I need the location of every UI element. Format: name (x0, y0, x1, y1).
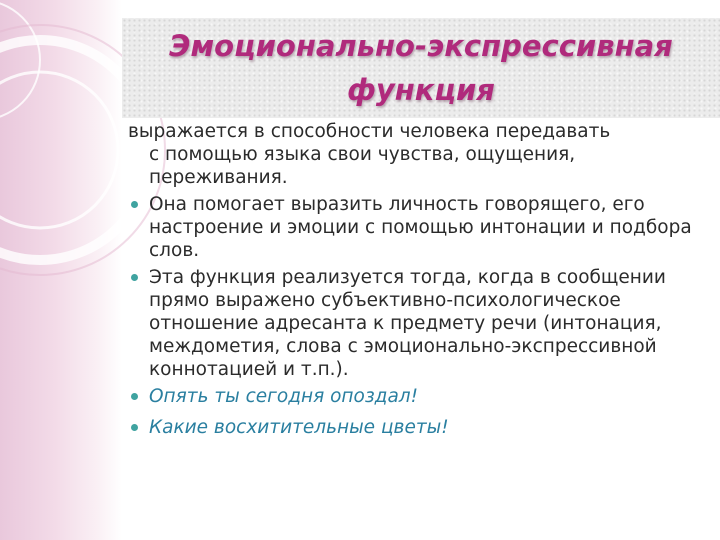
example-item (128, 416, 698, 439)
slide-title (122, 24, 720, 112)
lead-paragraph (128, 120, 698, 189)
deco-circle (0, 0, 40, 120)
title-line-1: Эмоционально-экспрессивная (169, 29, 673, 63)
bullet-icon (131, 274, 138, 281)
lead-rest: с помощью языка свои чувства, ощущения, переживания. (149, 144, 576, 188)
deco-circle (0, 72, 118, 228)
bullet-text: Эта функция реализуется тогда, когда в сообщении прямо выражено субъективно-психологическое отношение адресанта к предмету речи (интонация, междометия, слова с эмоционально-экспрессивной коннотацией и т.п.). (149, 267, 666, 380)
bullet-icon (131, 424, 138, 431)
example-item (128, 385, 698, 408)
bullet-icon (131, 201, 138, 208)
bullet-item (128, 266, 698, 381)
example-text: Опять ты сегодня опоздал! (149, 386, 419, 407)
bullet-item (128, 193, 698, 262)
bullet-text: Она помогает выразить личность говорящего, его настроение и эмоции с помощью интонации и подбора слов. (149, 194, 692, 261)
bullet-icon (131, 393, 138, 400)
lead-first-line: выражается в способности человека передавать (128, 121, 611, 142)
slide-content (128, 120, 698, 447)
title-line-2: функция (347, 73, 495, 107)
example-text: Какие восхитительные цветы! (149, 417, 449, 438)
